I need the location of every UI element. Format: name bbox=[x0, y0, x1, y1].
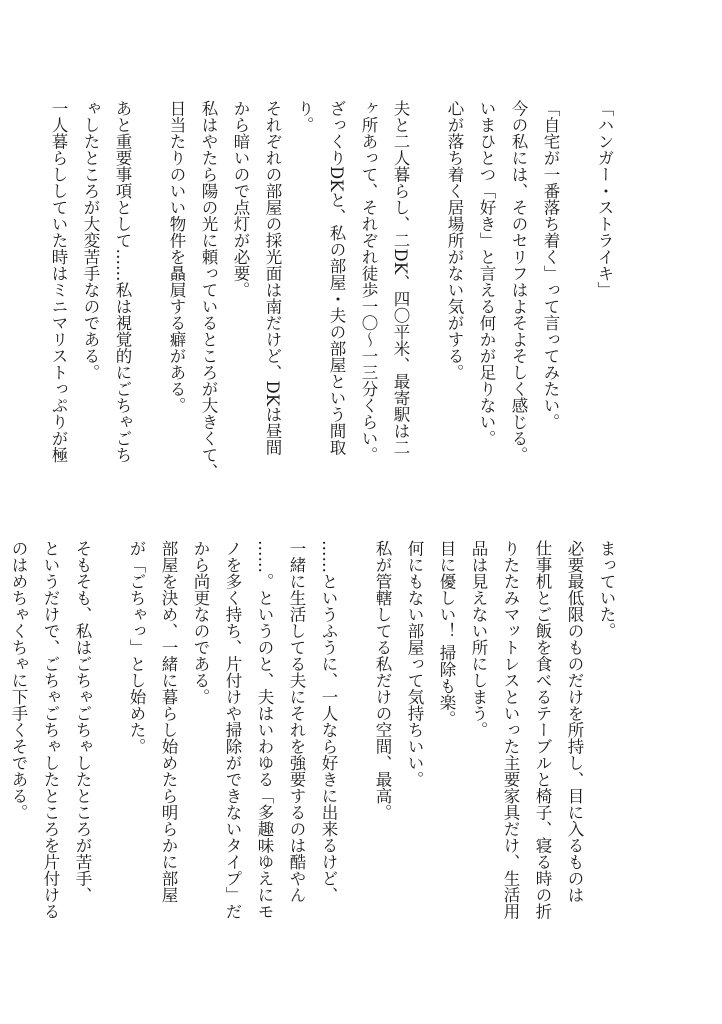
text-line: ざっくりDKと、私の部屋・夫の部屋という間取 bbox=[327, 100, 346, 456]
text-line: ……というふうに、一人なら好きに出来るけど、 bbox=[319, 540, 338, 903]
text-line: ヶ所あって、それぞれ徒歩一〇～一三分くらい。 bbox=[359, 100, 378, 463]
text-line: 目に優しい！ 掃除も楽。 bbox=[437, 540, 456, 727]
text-line: いまひとつ「好き」と言える何かが足りない。 bbox=[477, 100, 496, 447]
text-line: り。 bbox=[295, 100, 314, 133]
text-line: りたたみマットレスといった主要家具だけ、生活用 bbox=[501, 540, 520, 920]
lower-text-block bbox=[9, 540, 622, 940]
text-line: 心が落ち着く居場所がない気がする。 bbox=[445, 100, 464, 381]
text-line: まっていた。 bbox=[597, 540, 616, 639]
paragraph-gap bbox=[566, 100, 588, 500]
text-line: そもそも、私はごちゃごちゃしたところが苦手、 bbox=[73, 540, 92, 903]
paragraph-gap bbox=[416, 100, 438, 500]
text-line bbox=[0, 540, 2, 940]
text-line: というだけで、ごちゃごちゃしたところを片付ける bbox=[41, 540, 60, 920]
text-line: 「自宅が一番落ち着く」って言ってみたい。 bbox=[541, 100, 560, 430]
text-line: 一人暮らししていた時はミニマリストっぷりが極 bbox=[49, 100, 68, 463]
text-line: から暗いので点灯が必要。 bbox=[231, 100, 250, 298]
paragraph-gap bbox=[138, 100, 160, 500]
text-line: が「ごちゃっ」とし始めた。 bbox=[127, 540, 146, 755]
text-line: のはめちゃくちゃに下手くそである。 bbox=[9, 540, 28, 821]
text-line: 一緒に生活してる夫にそれを強要するのは酷やん bbox=[287, 540, 306, 903]
paragraph-gap bbox=[344, 540, 366, 940]
text-line: ノを多く持ち、片付けや掃除ができないタイプ」だ bbox=[223, 540, 242, 920]
text-line: 何にもない部屋って気持ちいい。 bbox=[405, 540, 424, 788]
text-line: ゃしたところが大変苦手なのである。 bbox=[81, 100, 100, 381]
text-line: あと重要事項として……私は視覚的にごちゃごち bbox=[113, 100, 132, 463]
text-line: 部屋を決め、一緒に暮らし始めたら明らかに部屋 bbox=[159, 540, 178, 903]
upper-text-block bbox=[49, 100, 620, 500]
text-line: ……。というのと、夫はいわゆる「多趣味ゆえにモ bbox=[255, 540, 274, 920]
paragraph-gap bbox=[98, 540, 120, 940]
story-title: 「ハンガー・ストライキ」 bbox=[595, 100, 614, 298]
text-line: 仕事机とご飯を食べるテーブルと椅子、寝る時の折 bbox=[533, 540, 552, 920]
text-line: 必要最低限のものだけを所持し、目に入るものは bbox=[565, 540, 584, 903]
text-line: 今の私には、そのセリフはよそよそしく感じる。 bbox=[509, 100, 528, 463]
text-line: 日当たりのいい物件を贔屓する癖がある。 bbox=[167, 100, 186, 414]
text-line: 私はやたら陽の光に頼っているところが大きくて、 bbox=[199, 100, 218, 480]
text-line: から尚更なのである。 bbox=[191, 540, 210, 705]
text-line: 私が管轄してる私だけの空間、最高。 bbox=[373, 540, 392, 821]
text-line: それぞれの部屋の採光面は南だけど、DKは昼間 bbox=[263, 100, 282, 456]
text-line: 夫と二人暮らし、二DK、四〇平米、最寄駅は二 bbox=[391, 100, 410, 456]
text-line: 品は見えない所にしまう。 bbox=[469, 540, 488, 738]
